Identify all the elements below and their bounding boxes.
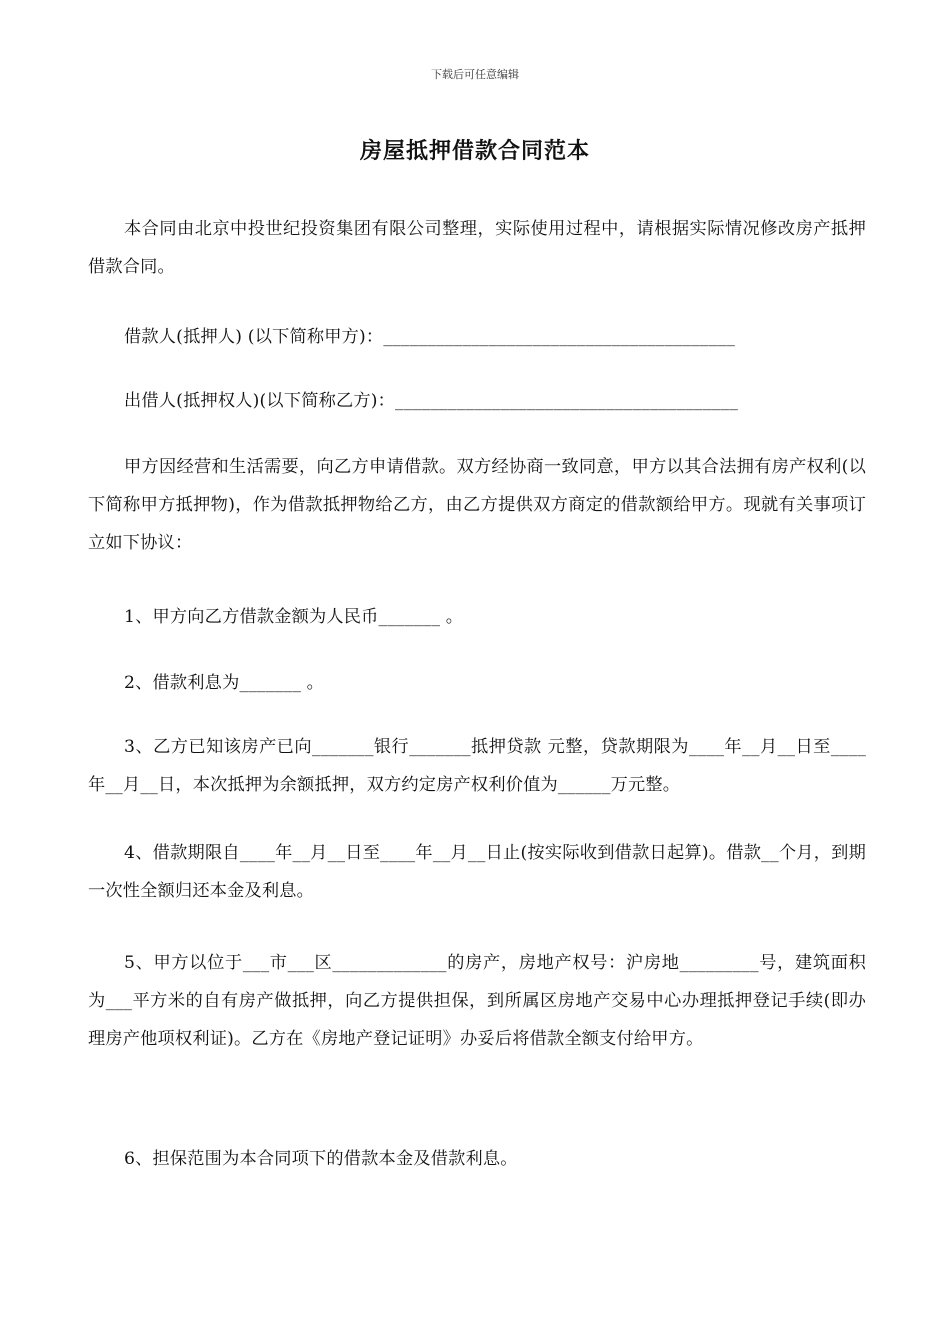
clause-1: 1、甲方向乙方借款金额为人民币_______ 。 (124, 607, 464, 627)
paragraph-lender: 出借人(抵押权人)(以下简称乙方)：_______________________________________ (124, 391, 739, 411)
paragraph-preamble: 甲方因经营和生活需要，向乙方申请借款。双方经协商一致同意，甲方以其合法拥有房产权利(以下简称甲方抵押物)，作为借款抵押物给乙方，由乙方提供双方商定的借款额给甲方。现就有关事项订立如下协议： (88, 457, 866, 553)
paragraph-intro: 本合同由北京中投世纪投资集团有限公司整理，实际使用过程中，请根据实际情况修改房产抵押借款合同。 (88, 219, 866, 277)
clause-6: 6、担保范围为本合同项下的借款本金及借款利息。 (124, 1149, 518, 1169)
paragraph-borrower: 借款人(抵押人) (以下简称甲方)：________________________________________ (124, 327, 736, 347)
clause-2: 2、借款利息为_______ 。 (124, 673, 325, 693)
clause-4: 4、借款期限自____年__月__日至____年__月__日止(按实际收到借款日起算)。借款__个月，到期一次性全额归还本金及利息。 (88, 843, 866, 901)
clause-5: 5、甲方以位于___市___区_____________的房产，房地产权号：沪房地_________号，建筑面积为___平方米的自有房产做抵押，向乙方提供担保，到所属区房地产交易中心办理抵押登记手续(即办理房产他项权利证)。乙方在《房地产登记证明》办妥后将借款全额支付给甲方。 (88, 953, 866, 1049)
clause-3: 3、乙方已知该房产已向_______银行_______抵押贷款 元整，贷款期限为____年__月__日至____年__月__日，本次抵押为余额抵押，双方约定房产权利价值为______万元整。 (88, 737, 866, 795)
header-note: 下载后可任意编辑 (431, 68, 519, 81)
document-title: 房屋抵押借款合同范本 (359, 138, 590, 164)
